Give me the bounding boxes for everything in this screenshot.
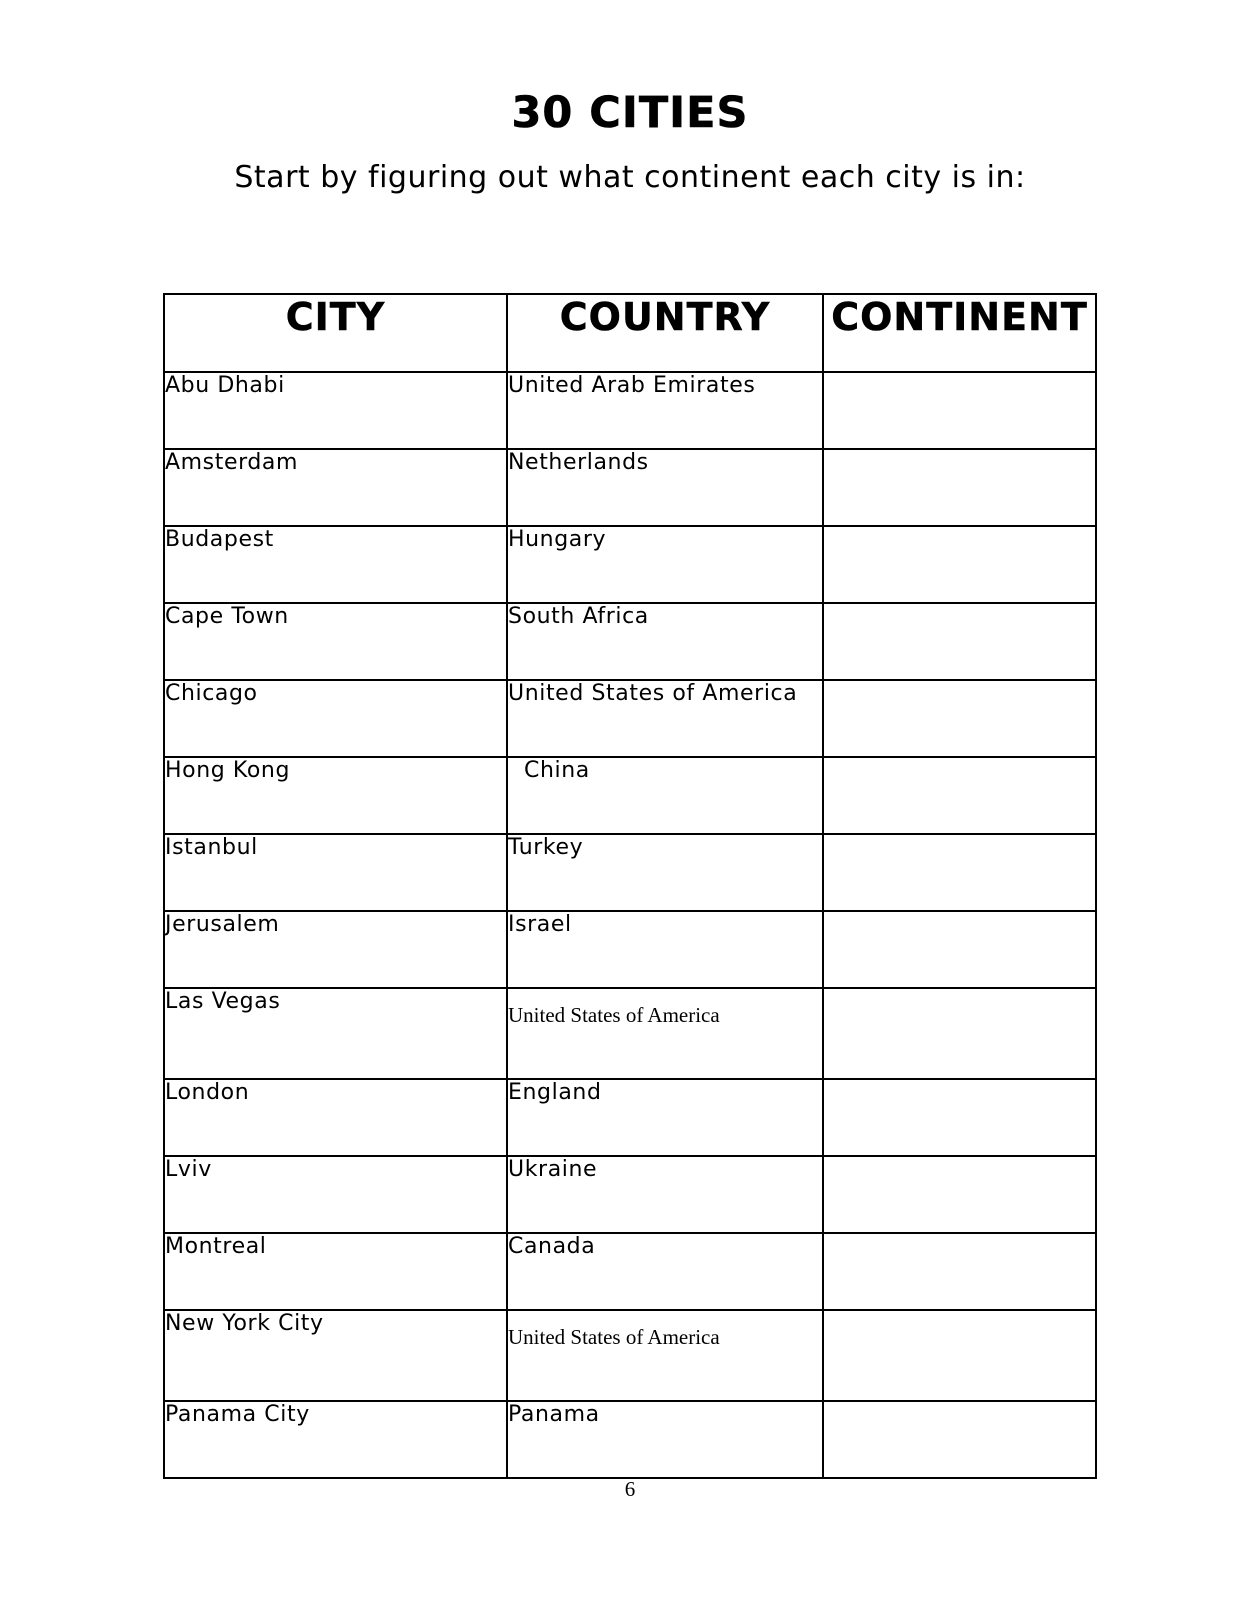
page-subtitle: Start by figuring out what continent each city is in: xyxy=(234,160,1026,195)
cell-city: Amsterdam xyxy=(164,449,507,526)
page-number: 6 xyxy=(624,1477,636,1501)
cell-country: United States of America xyxy=(507,1310,823,1401)
cell-continent-input[interactable] xyxy=(823,1310,1096,1401)
cell-continent-input[interactable] xyxy=(823,1401,1096,1478)
table-row xyxy=(164,449,1096,526)
cell-country: South Africa xyxy=(507,603,823,680)
table-row xyxy=(164,757,1096,834)
cell-city: Abu Dhabi xyxy=(164,372,507,449)
cell-continent-input[interactable] xyxy=(823,834,1096,911)
cell-city: Lviv xyxy=(164,1156,507,1233)
cities-table-body xyxy=(164,372,1096,1478)
cell-country: Ukraine xyxy=(507,1156,823,1233)
cell-country: Turkey xyxy=(507,834,823,911)
cell-city: New York City xyxy=(164,1310,507,1401)
cell-continent-input[interactable] xyxy=(823,1079,1096,1156)
cell-country: United States of America xyxy=(507,680,823,757)
table-row xyxy=(164,1079,1096,1156)
cell-city: Chicago xyxy=(164,680,507,757)
cell-country: England xyxy=(507,1079,823,1156)
cell-city: Montreal xyxy=(164,1233,507,1310)
table-row xyxy=(164,1310,1096,1401)
table-row xyxy=(164,911,1096,988)
table-row xyxy=(164,526,1096,603)
cell-continent-input[interactable] xyxy=(823,988,1096,1079)
cell-continent-input[interactable] xyxy=(823,1233,1096,1310)
table-row xyxy=(164,1401,1096,1478)
table-row xyxy=(164,372,1096,449)
cell-continent-input[interactable] xyxy=(823,449,1096,526)
cell-country: Canada xyxy=(507,1233,823,1310)
column-header-country: COUNTRY xyxy=(507,294,823,372)
cities-table xyxy=(163,293,1097,1479)
cell-country: United States of America xyxy=(507,988,823,1079)
cell-city: Las Vegas xyxy=(164,988,507,1079)
cell-country: Panama xyxy=(507,1401,823,1478)
table-row xyxy=(164,680,1096,757)
cell-continent-input[interactable] xyxy=(823,911,1096,988)
cell-continent-input[interactable] xyxy=(823,372,1096,449)
table-row xyxy=(164,1156,1096,1233)
cell-city: London xyxy=(164,1079,507,1156)
cell-city: Istanbul xyxy=(164,834,507,911)
table-row xyxy=(164,834,1096,911)
cell-continent-input[interactable] xyxy=(823,526,1096,603)
cell-continent-input[interactable] xyxy=(823,1156,1096,1233)
table-row xyxy=(164,1233,1096,1310)
column-header-continent: CONTINENT xyxy=(823,294,1096,372)
page-title: 30 CITIES xyxy=(511,88,749,138)
cell-city: Cape Town xyxy=(164,603,507,680)
column-header-city: CITY xyxy=(164,294,507,372)
table-row xyxy=(164,988,1096,1079)
cell-country: Netherlands xyxy=(507,449,823,526)
table-header-row xyxy=(164,294,1096,372)
cell-city: Budapest xyxy=(164,526,507,603)
table-row xyxy=(164,603,1096,680)
cell-city: Panama City xyxy=(164,1401,507,1478)
cell-continent-input[interactable] xyxy=(823,680,1096,757)
cell-country: United Arab Emirates xyxy=(507,372,823,449)
cell-country: China xyxy=(507,757,823,834)
cell-city: Jerusalem xyxy=(164,911,507,988)
cell-country: Hungary xyxy=(507,526,823,603)
cell-continent-input[interactable] xyxy=(823,603,1096,680)
cell-city: Hong Kong xyxy=(164,757,507,834)
cell-continent-input[interactable] xyxy=(823,757,1096,834)
cell-country: Israel xyxy=(507,911,823,988)
